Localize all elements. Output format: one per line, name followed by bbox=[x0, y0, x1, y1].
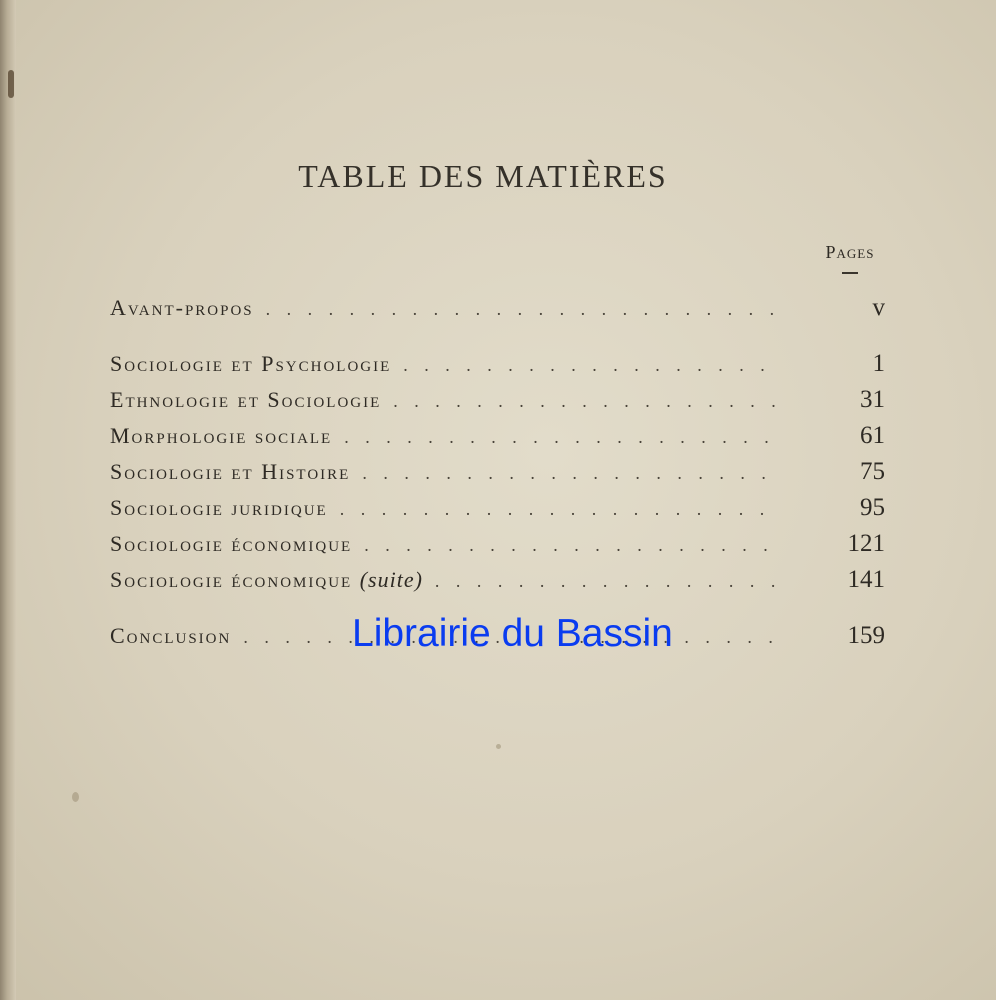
toc-entry-label: Conclusion bbox=[110, 623, 232, 648]
seller-watermark: Librairie du Bassin bbox=[352, 612, 673, 655]
toc-entry bbox=[110, 350, 885, 386]
toc-entry bbox=[110, 422, 885, 458]
toc-entry-label: Ethnologie et Sociologie bbox=[110, 387, 382, 412]
pages-column-label: Pages bbox=[825, 242, 875, 262]
leader-dots bbox=[344, 427, 775, 448]
toc-entry-page: 75 bbox=[860, 458, 885, 485]
toc-entry-page: 121 bbox=[847, 530, 885, 557]
leader-dots bbox=[362, 463, 775, 484]
toc-entry-label: Sociologie juridique bbox=[110, 495, 328, 520]
page-gutter-shadow bbox=[0, 0, 16, 1000]
toc-entry-label bbox=[110, 567, 423, 593]
toc-entry bbox=[110, 566, 885, 602]
toc-entry-page: 61 bbox=[860, 422, 885, 449]
toc-entry-label: Sociologie et Histoire bbox=[110, 459, 351, 484]
toc-entry-page: v bbox=[872, 294, 885, 321]
toc-entry-label: Avant-propos bbox=[110, 295, 254, 320]
toc-entry bbox=[110, 530, 885, 566]
toc-entry bbox=[110, 458, 885, 494]
leader-dots bbox=[340, 499, 775, 520]
toc-entry-page: 31 bbox=[860, 386, 885, 413]
toc-entry-page: 141 bbox=[847, 566, 885, 593]
leader-dots bbox=[393, 391, 775, 412]
toc-entry-label: Morphologie sociale bbox=[110, 423, 333, 448]
page-title: TABLE DES MATIÈRES bbox=[298, 158, 668, 194]
toc-entry bbox=[110, 294, 885, 330]
paper-stain bbox=[8, 70, 14, 98]
paper-stain bbox=[496, 744, 501, 749]
toc-entry-page: 159 bbox=[847, 622, 885, 649]
toc-entry-page: 1 bbox=[872, 350, 885, 377]
leader-dots bbox=[364, 535, 775, 556]
leader-dots bbox=[435, 571, 775, 592]
leader-dots bbox=[403, 355, 775, 376]
toc-entry bbox=[110, 494, 885, 530]
toc-entry-label: Sociologie économique bbox=[110, 531, 353, 556]
toc-entry bbox=[110, 386, 885, 422]
toc-entry-label-main: Sociologie économique bbox=[110, 567, 353, 592]
toc-entry-label: Sociologie et Psychologie bbox=[110, 351, 392, 376]
leader-dots bbox=[266, 299, 775, 320]
toc-entry-label-suffix: (suite) bbox=[359, 567, 423, 592]
paper-stain bbox=[72, 792, 79, 802]
pages-underline bbox=[842, 272, 858, 274]
toc-entry-page: 95 bbox=[860, 494, 885, 521]
